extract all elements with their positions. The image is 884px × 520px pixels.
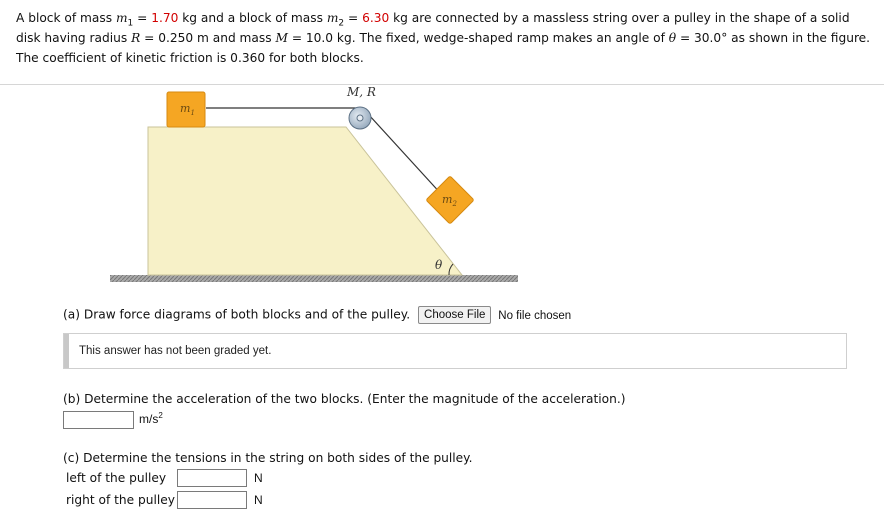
m1-subscript: 1 bbox=[127, 18, 134, 29]
problem-text: = 0.250 m and mass bbox=[140, 31, 276, 45]
problem-text: = 30.0° as shown in the figure. The coefficient of kinetic friction is 0.360 for both blocks. bbox=[16, 31, 871, 65]
ground bbox=[110, 275, 518, 282]
pulley-axle bbox=[357, 115, 363, 121]
left-tension-label: left of the pulley bbox=[66, 471, 167, 485]
acceleration-unit bbox=[139, 411, 163, 426]
m2-subscript: 2 bbox=[338, 18, 345, 29]
choose-file-button[interactable]: Choose File bbox=[418, 306, 491, 324]
problem-text: = bbox=[133, 11, 152, 25]
theta-symbol: θ bbox=[668, 31, 677, 45]
m1-symbol: m bbox=[115, 11, 128, 25]
block-m1-label: $m_1$ bbox=[180, 102, 195, 117]
m2-symbol: m bbox=[326, 11, 339, 25]
right-tension-input[interactable] bbox=[177, 491, 247, 509]
left-tension-unit: N bbox=[254, 471, 263, 485]
problem-text: A block of mass bbox=[16, 11, 116, 25]
block-m2-label: $m_2$ bbox=[442, 193, 457, 208]
part-a-row bbox=[63, 306, 571, 324]
graded-status-bar bbox=[64, 334, 69, 368]
pulley-label: M, R bbox=[347, 85, 376, 99]
part-a-question: (a) Draw force diagrams of both blocks and of the pulley. bbox=[63, 307, 411, 322]
graded-status-text: This answer has not been graded yet. bbox=[79, 345, 272, 357]
ramp-figure bbox=[110, 84, 522, 294]
part-b-question: (b) Determine the acceleration of the two blocks. (Enter the magnitude of the acceleration.) bbox=[63, 392, 626, 406]
right-tension-unit: N bbox=[254, 493, 263, 507]
radius-symbol: R bbox=[131, 31, 141, 45]
right-tension-label: right of the pulley bbox=[66, 493, 175, 507]
problem-text: = 10.0 kg. The fixed, wedge-shaped ramp makes an angle of bbox=[287, 31, 669, 45]
problem-statement-area bbox=[0, 0, 884, 85]
acceleration-unit-text: m/s bbox=[139, 412, 159, 426]
m1-value: 1.70 bbox=[151, 11, 179, 25]
pulley-mass-symbol: M bbox=[275, 31, 288, 45]
file-status: No file chosen bbox=[498, 309, 572, 322]
left-tension-input[interactable] bbox=[177, 469, 247, 487]
problem-text: kg are connected by a massless string over a pulley in the shape of a solid disk having radius bbox=[16, 11, 850, 45]
m2-value: 6.30 bbox=[362, 11, 390, 25]
acceleration-unit-exponent: 2 bbox=[158, 411, 163, 420]
graded-status-box bbox=[63, 333, 847, 369]
wedge-ramp bbox=[148, 127, 462, 275]
problem-statement bbox=[16, 8, 874, 68]
problem-text: kg and a block of mass bbox=[178, 11, 327, 25]
acceleration-input[interactable] bbox=[63, 411, 134, 429]
angle-label: θ bbox=[435, 258, 443, 272]
part-c-question: (c) Determine the tensions in the string on both sides of the pulley. bbox=[63, 451, 473, 465]
problem-text: = bbox=[344, 11, 363, 25]
